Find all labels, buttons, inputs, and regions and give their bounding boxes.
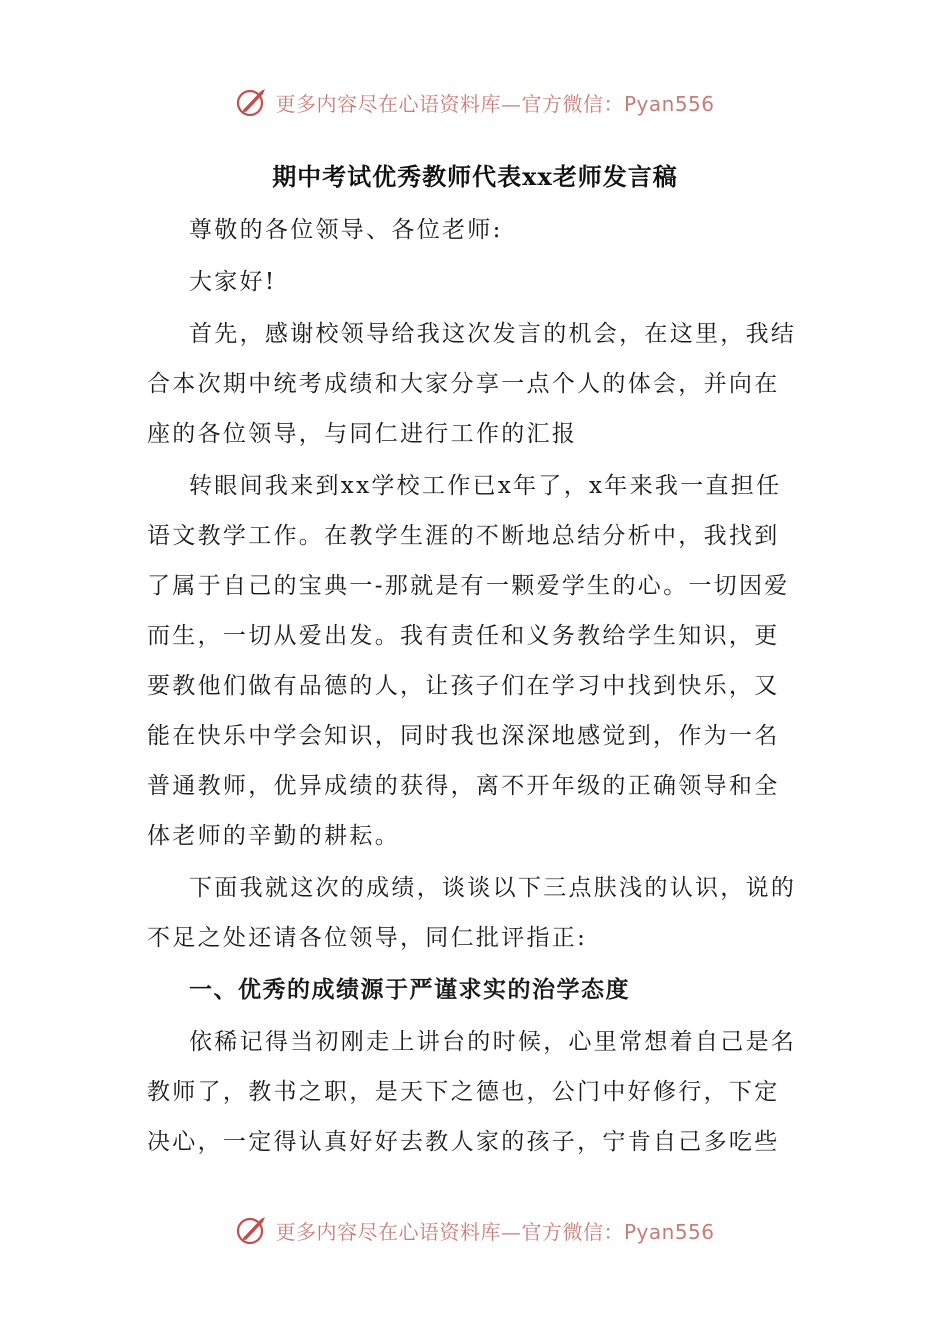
document-title: 期中考试优秀教师代表xx老师发言稿 — [272, 162, 678, 191]
salutation-paragraph — [147, 205, 802, 255]
greeting: 大家好! — [189, 269, 277, 295]
quill-logo-icon — [235, 85, 269, 119]
paragraph-line: 不足之处还请各位领导，同仁批评指正: — [147, 925, 588, 951]
paragraph-line: 能在快乐中学会知识，同时我也深深地感觉到，作为一名 — [147, 723, 780, 749]
paragraph-line: 下面我就这次的成绩，谈谈以下三点肤浅的认识，说的 — [189, 875, 797, 901]
document-body — [147, 205, 802, 1169]
salutation: 尊敬的各位领导、各位老师: — [189, 217, 503, 243]
paragraph-line: 依稀记得当初刚走上讲台的时候，心里常想着自己是名 — [189, 1029, 797, 1055]
section-heading-1: 一、优秀的成绩源于严谨求实的治学态度 — [189, 976, 630, 1003]
watermark-prefix: 更多内容尽在心语资料库—官方微信： — [275, 1219, 624, 1244]
greeting-paragraph — [147, 257, 802, 307]
paragraph-line: 要教他们做有品德的人，让孩子们在学习中找到快乐，又 — [147, 673, 780, 699]
watermark-text — [275, 88, 714, 117]
footer-watermark — [0, 1210, 950, 1250]
paragraph-line: 普通教师，优异成绩的获得，离不开年级的正确领导和全 — [147, 773, 780, 799]
watermark-wechat-id: Pyan556 — [623, 91, 715, 116]
paragraph-2 — [147, 461, 802, 861]
paragraph-3 — [147, 863, 802, 963]
header-watermark — [0, 82, 950, 122]
paragraph-line: 而生，一切从爱出发。我有责任和义务教给学生知识，更 — [147, 623, 780, 649]
paragraph-line: 体老师的辛勤的耕耘。 — [147, 823, 400, 849]
paragraph-line: 语文教学工作。在教学生涯的不断地总结分析中，我找到 — [147, 523, 780, 549]
paragraph-1 — [147, 309, 802, 459]
paragraph-4 — [147, 1017, 802, 1167]
watermark-wechat-id: Pyan556 — [623, 1219, 715, 1244]
paragraph-line: 教师了，教书之职，是天下之德也，公门中好修行，下定 — [147, 1079, 780, 1105]
quill-logo-icon — [235, 1213, 269, 1247]
paragraph-line: 座的各位领导，与同仁进行工作的汇报 — [147, 421, 578, 447]
paragraph-line: 首先，感谢校领导给我这次发言的机会，在这里，我结 — [189, 321, 797, 347]
paragraph-line: 决心，一定得认真好好去教人家的孩子，宁肯自己多吃些 — [147, 1129, 780, 1155]
watermark-prefix: 更多内容尽在心语资料库—官方微信： — [275, 91, 624, 116]
paragraph-line: 了属于自己的宝典一-那就是有一颗爱学生的心。一切因爱 — [147, 573, 790, 599]
paragraph-line: 转眼间我来到xx学校工作已x年了，x年来我一直担任 — [189, 473, 782, 499]
watermark-text — [275, 1216, 714, 1245]
paragraph-line: 合本次期中统考成绩和大家分享一点个人的体会，并向在 — [147, 371, 780, 397]
